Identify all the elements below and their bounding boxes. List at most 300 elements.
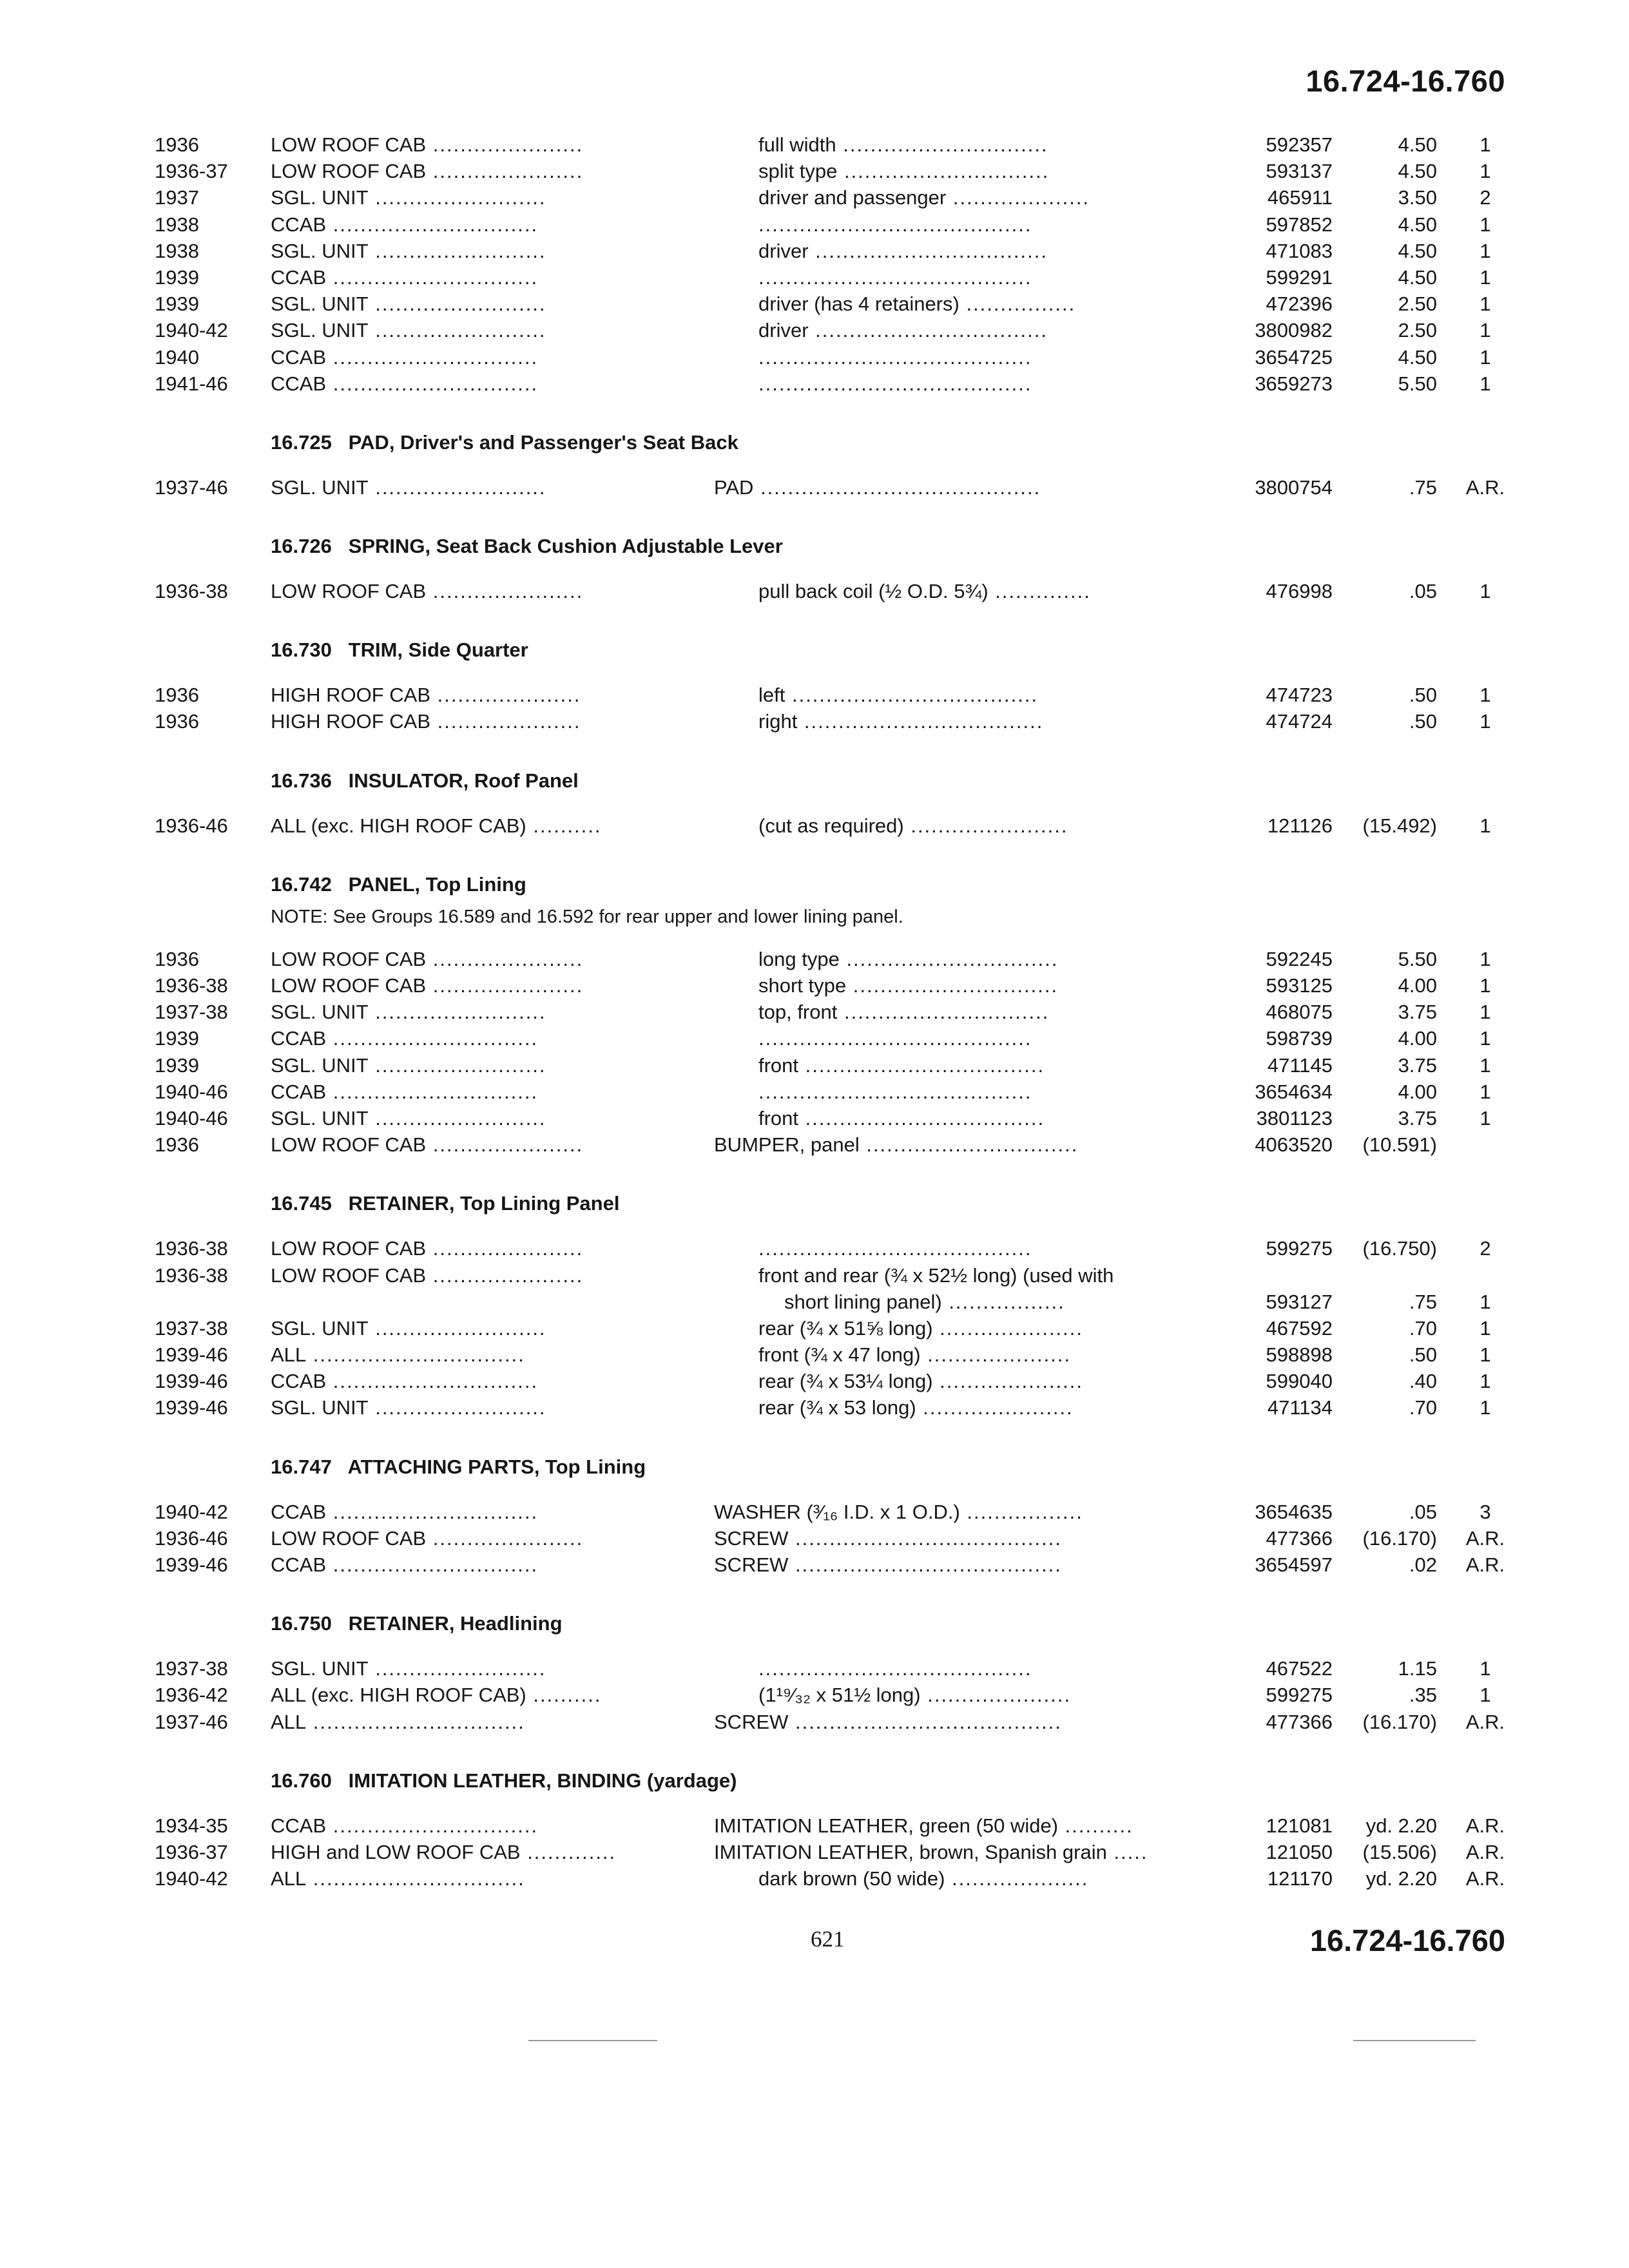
catalog-row — [155, 264, 1508, 291]
catalog-row — [155, 1025, 1508, 1052]
row-price: .05 — [1409, 580, 1437, 603]
row-year: 1937-46 — [155, 1710, 228, 1733]
row-model — [271, 812, 602, 839]
catalog-row — [155, 1262, 1508, 1289]
row-year: 1940-46 — [155, 1080, 228, 1103]
row-description — [758, 682, 1191, 708]
row-description — [758, 1682, 1191, 1708]
row-part-number: 592357 — [1266, 133, 1333, 156]
row-description — [758, 812, 1191, 839]
row-part-number: 467522 — [1266, 1657, 1333, 1680]
row-price: 4.50 — [1398, 265, 1437, 289]
leader-dots: ...................... — [426, 133, 584, 156]
catalog-row — [155, 1709, 1508, 1735]
leader-dots: ................................... — [798, 1053, 1045, 1077]
catalog-row — [155, 1525, 1508, 1552]
row-part-number: 3654725 — [1255, 345, 1333, 369]
section-spacer — [155, 604, 1508, 633]
row-description-text: SCREW — [714, 1710, 789, 1733]
section-spacer — [155, 1735, 1508, 1763]
row-price: .50 — [1409, 710, 1437, 733]
row-description — [714, 1525, 1191, 1552]
section-spacer — [155, 1158, 1508, 1186]
row-price: (15.506) — [1362, 1840, 1437, 1863]
section-heading-text — [271, 1763, 737, 1798]
row-part-number: 598739 — [1266, 1027, 1333, 1050]
row-quantity: A.R. — [1465, 1526, 1505, 1550]
row-description — [758, 1235, 1191, 1262]
row-price: 3.50 — [1398, 186, 1437, 209]
row-model-text: LOW ROOF CAB — [271, 160, 427, 183]
row-model — [271, 211, 583, 238]
row-model-text: LOW ROOF CAB — [271, 580, 427, 603]
row-year: 1936 — [155, 710, 199, 733]
row-price: 1.15 — [1398, 1657, 1437, 1680]
row-price: (16.170) — [1362, 1526, 1437, 1550]
section-spacer — [155, 798, 1508, 812]
row-description-text: rear (¾ x 51⅝ long) — [758, 1316, 933, 1340]
leader-dots: ......................... — [368, 293, 546, 316]
row-description — [758, 1865, 1191, 1892]
row-part-number: 477366 — [1266, 1710, 1333, 1733]
row-model-text: ALL — [271, 1867, 307, 1890]
leader-dots: ..................... — [430, 684, 581, 707]
leader-dots: .............................. — [326, 213, 539, 236]
row-model — [271, 1709, 583, 1735]
catalog-row — [155, 999, 1508, 1025]
row-year: 1940-42 — [155, 1500, 228, 1523]
row-year: 1939-46 — [155, 1553, 228, 1576]
section-title: TRIM, Side Quarter — [348, 639, 528, 662]
row-year: 1936-38 — [155, 1237, 228, 1260]
row-description-text: driver and passenger — [758, 186, 947, 209]
row-model — [271, 184, 583, 211]
section-note — [155, 902, 1508, 932]
row-model-text: CCAB — [271, 1370, 327, 1393]
row-description-text: driver (has 4 retainers) — [758, 293, 959, 316]
row-model-text: LOW ROOF CAB — [271, 1237, 427, 1260]
row-year: 1941-46 — [155, 372, 228, 395]
row-part-number: 598898 — [1266, 1343, 1333, 1367]
section-heading-text — [271, 1186, 619, 1221]
row-part-number: 474724 — [1266, 710, 1333, 733]
leader-dots: .............................. — [326, 1814, 539, 1837]
row-description — [714, 474, 1191, 501]
row-description — [758, 999, 1191, 1025]
section-spacer — [155, 1798, 1508, 1812]
row-part-number: 3801123 — [1256, 1106, 1333, 1129]
section-title: RETAINER, Headlining — [348, 1612, 563, 1635]
row-model — [271, 972, 583, 999]
row-quantity: 1 — [1480, 1657, 1491, 1680]
leader-dots: ............................... — [306, 1710, 525, 1733]
row-quantity: 1 — [1480, 293, 1491, 316]
row-model-text: HIGH and LOW ROOF CAB — [271, 1840, 521, 1863]
row-model-text: CCAB — [271, 1814, 327, 1837]
row-description-text: left — [758, 684, 786, 707]
catalog-row — [155, 370, 1508, 397]
row-description — [784, 1289, 1191, 1315]
row-description-text: IMITATION LEATHER, green (50 wide) — [714, 1814, 1059, 1837]
row-quantity: 1 — [1480, 1053, 1491, 1077]
row-year: 1937-38 — [155, 1001, 228, 1024]
row-price: .75 — [1409, 476, 1437, 499]
row-description — [758, 578, 1191, 604]
row-description-text: PAD — [714, 476, 754, 499]
catalog-row — [155, 344, 1508, 370]
leader-dots: ............................... — [839, 947, 1059, 970]
leader-dots: .............. — [988, 580, 1091, 603]
leader-dots: ........................................ — [758, 1657, 1032, 1680]
row-price: .50 — [1409, 1343, 1437, 1367]
leader-dots: .................................. — [808, 319, 1048, 342]
row-quantity: 2 — [1480, 186, 1491, 209]
row-description — [758, 291, 1191, 317]
row-part-number: 121050 — [1266, 1840, 1333, 1863]
row-part-number: 599040 — [1266, 1370, 1333, 1393]
row-model — [271, 708, 583, 735]
row-year: 1936 — [155, 133, 199, 156]
section-heading — [155, 633, 1508, 668]
row-part-number: 592245 — [1266, 947, 1333, 970]
row-part-number: 4063520 — [1255, 1133, 1333, 1157]
row-description — [758, 1079, 1191, 1105]
leader-dots: ........................................ — [758, 345, 1032, 369]
section-spacer — [155, 1421, 1508, 1450]
row-description-text: (cut as required) — [758, 814, 904, 837]
leader-dots: ......................................... — [753, 476, 1041, 499]
section-heading-text — [271, 764, 579, 798]
section-code: 16.725 — [271, 430, 332, 454]
row-description — [758, 1368, 1191, 1394]
leader-dots: ...................... — [426, 1237, 584, 1260]
catalog-row — [155, 1499, 1508, 1525]
row-part-number: 3800982 — [1255, 319, 1333, 342]
leader-dots: ................................... — [798, 1106, 1045, 1129]
row-part-number: 471145 — [1267, 1053, 1333, 1077]
row-quantity: 1 — [1480, 319, 1491, 342]
row-model — [271, 1499, 583, 1525]
row-year: 1938 — [155, 213, 199, 236]
leader-dots: .................... — [945, 1867, 1089, 1890]
catalog-row — [155, 238, 1508, 264]
row-part-number: 121170 — [1267, 1867, 1333, 1890]
leader-dots: .............................. — [837, 160, 1050, 183]
leader-dots: .......... — [526, 1684, 602, 1707]
row-price: (16.170) — [1362, 1710, 1437, 1733]
row-year: 1936-46 — [155, 1526, 228, 1550]
row-model — [271, 1025, 583, 1052]
row-part-number: 465911 — [1267, 186, 1333, 209]
section-heading-text — [271, 1450, 646, 1485]
section-spacer — [155, 1641, 1508, 1655]
row-description-text: rear (¾ x 53 long) — [758, 1396, 916, 1419]
row-price: (10.591) — [1362, 1133, 1437, 1157]
row-quantity: 1 — [1480, 345, 1491, 369]
catalog-row — [155, 972, 1508, 999]
leader-dots: ......................... — [368, 1001, 546, 1024]
row-year: 1939 — [155, 265, 199, 289]
row-price: .75 — [1409, 1290, 1437, 1313]
section-code: 16.742 — [271, 872, 332, 896]
leader-dots: .............................. — [326, 1553, 539, 1576]
section-spacer — [155, 460, 1508, 474]
leader-dots: ...................... — [426, 1526, 584, 1550]
row-description — [758, 158, 1191, 184]
row-part-number: 471083 — [1266, 239, 1333, 262]
leader-dots: ................ — [959, 293, 1076, 316]
section-spacer — [155, 1485, 1508, 1499]
row-model-text: SGL. UNIT — [271, 1657, 369, 1680]
row-model — [271, 1079, 583, 1105]
section-code: 16.750 — [271, 1612, 332, 1635]
section-heading — [155, 1606, 1508, 1641]
row-model-text: CCAB — [271, 1080, 327, 1103]
leader-dots: ........................................ — [758, 1080, 1032, 1103]
row-year: 1939 — [155, 293, 199, 316]
row-year: 1939-46 — [155, 1370, 228, 1393]
row-quantity: 1 — [1480, 710, 1491, 733]
catalog-row — [155, 578, 1508, 604]
row-part-number: 3654597 — [1255, 1553, 1333, 1576]
row-description-text: (1¹⁹⁄₃₂ x 51½ long) — [758, 1684, 921, 1707]
row-quantity: 1 — [1480, 265, 1491, 289]
row-price: 4.50 — [1398, 160, 1437, 183]
row-year: 1940-42 — [155, 1867, 228, 1890]
row-description-text: front (¾ x 47 long) — [758, 1343, 921, 1367]
section-code: 16.726 — [271, 535, 332, 558]
row-year: 1936-38 — [155, 580, 228, 603]
row-description-text: short lining panel) — [784, 1290, 942, 1313]
row-year: 1936-38 — [155, 1264, 228, 1287]
leader-dots: ....................................... — [788, 1526, 1062, 1550]
row-description — [758, 370, 1191, 397]
row-model-text: SGL. UNIT — [271, 319, 369, 342]
row-part-number: 3659273 — [1255, 372, 1333, 395]
leader-dots: ..................... — [932, 1316, 1084, 1340]
leader-dots: .............................. — [326, 1027, 539, 1050]
row-model-text: ALL (exc. HIGH ROOF CAB) — [271, 1684, 526, 1707]
row-part-number: 599291 — [1266, 265, 1333, 289]
row-price: 5.50 — [1398, 372, 1437, 395]
leader-dots: ..................... — [920, 1684, 1072, 1707]
row-model — [271, 1105, 583, 1131]
row-description-text: split type — [758, 160, 838, 183]
catalog-row — [155, 1812, 1508, 1839]
row-year: 1936-46 — [155, 814, 228, 837]
row-quantity: A.R. — [1465, 1867, 1505, 1890]
leader-dots: ..... — [1106, 1840, 1148, 1863]
catalog-row — [155, 682, 1508, 708]
section-heading-text — [271, 867, 526, 902]
row-year: 1937-46 — [155, 476, 228, 499]
catalog-row — [155, 1341, 1508, 1368]
leader-dots: ......................... — [368, 1316, 546, 1340]
row-model-text: SGL. UNIT — [271, 1316, 369, 1340]
row-quantity: A.R. — [1465, 1710, 1505, 1733]
row-part-number: 593125 — [1266, 974, 1333, 997]
row-price: (15.492) — [1362, 814, 1437, 837]
row-description — [714, 1552, 1191, 1578]
row-description — [758, 1105, 1191, 1131]
leader-dots: .............................. — [326, 1370, 539, 1393]
row-model — [271, 1262, 583, 1289]
section-code: 16.730 — [271, 639, 332, 662]
row-model-text: CCAB — [271, 265, 327, 289]
row-part-number: 467592 — [1266, 1316, 1333, 1340]
row-part-number: 477366 — [1266, 1526, 1333, 1550]
row-model — [271, 474, 583, 501]
row-quantity: 1 — [1480, 1027, 1491, 1050]
leader-dots: ...................... — [426, 160, 584, 183]
row-part-number: 474723 — [1266, 684, 1333, 707]
row-price: 5.50 — [1398, 947, 1437, 970]
row-quantity: 3 — [1480, 1500, 1491, 1523]
leader-dots: ...................... — [426, 974, 584, 997]
row-year: 1936-42 — [155, 1684, 228, 1707]
row-description-text: front — [758, 1106, 799, 1129]
scan-artifact-line — [528, 2040, 657, 2041]
row-price: .05 — [1409, 1500, 1437, 1523]
row-price: 4.50 — [1398, 345, 1437, 369]
row-part-number: 593137 — [1266, 160, 1333, 183]
page-header-code: 16.724-16.760 — [1306, 64, 1505, 98]
leader-dots: ......................... — [368, 476, 546, 499]
catalog-row — [155, 1655, 1508, 1682]
row-quantity: 1 — [1480, 684, 1491, 707]
row-year: 1936 — [155, 947, 199, 970]
row-model — [271, 264, 583, 291]
row-price: (16.750) — [1362, 1237, 1437, 1260]
row-part-number: 593127 — [1266, 1290, 1333, 1313]
row-description — [758, 1655, 1191, 1682]
row-description — [758, 1262, 1191, 1289]
row-description-text: driver — [758, 319, 809, 342]
leader-dots: ..................... — [932, 1370, 1084, 1393]
catalog-row — [155, 317, 1508, 343]
row-quantity: 1 — [1480, 1396, 1491, 1419]
row-year: 1938 — [155, 239, 199, 262]
section-title: RETAINER, Top Lining Panel — [348, 1192, 620, 1215]
row-model — [271, 317, 583, 343]
row-price: 4.50 — [1398, 239, 1437, 262]
row-part-number: 468075 — [1266, 1001, 1333, 1024]
leader-dots: .............................. — [326, 1500, 539, 1523]
row-quantity: A.R. — [1465, 1814, 1505, 1837]
row-model-text: LOW ROOF CAB — [271, 974, 427, 997]
row-description-text: driver — [758, 239, 809, 262]
section-heading-text — [271, 529, 783, 564]
section-spacer — [155, 564, 1508, 578]
row-description — [714, 1131, 1191, 1158]
catalog-row — [155, 1552, 1508, 1578]
section-title: SPRING, Seat Back Cushion Adjustable Lever — [348, 535, 783, 558]
row-description — [714, 1839, 1191, 1865]
leader-dots: ..................... — [430, 710, 581, 733]
leader-dots: ................. — [959, 1500, 1083, 1523]
leader-dots: ........................................ — [758, 372, 1032, 395]
catalog-row — [155, 1079, 1508, 1105]
row-price: 3.75 — [1398, 1053, 1437, 1077]
leader-dots: ............................... — [306, 1867, 525, 1890]
leader-dots: ...................... — [426, 1264, 584, 1287]
row-price: yd. 2.20 — [1365, 1814, 1437, 1837]
row-description — [758, 238, 1191, 264]
row-model — [271, 1525, 583, 1552]
row-description-text: full width — [758, 133, 836, 156]
row-year: 1940 — [155, 345, 199, 369]
section-heading — [155, 1450, 1508, 1485]
leader-dots: ...................... — [426, 580, 584, 603]
catalog-row — [155, 1839, 1508, 1865]
row-description — [758, 708, 1191, 735]
row-description — [758, 946, 1191, 972]
row-quantity: 1 — [1480, 160, 1491, 183]
row-quantity: 1 — [1480, 133, 1491, 156]
row-quantity: 1 — [1480, 1684, 1491, 1707]
row-model — [271, 946, 583, 972]
row-part-number: 121126 — [1267, 814, 1333, 837]
catalog-row — [155, 1131, 1508, 1158]
row-model-text: LOW ROOF CAB — [271, 1264, 427, 1287]
row-price: 3.75 — [1398, 1106, 1437, 1129]
section-title: PAD, Driver's and Passenger's Seat Back — [348, 430, 738, 454]
row-model — [271, 291, 583, 317]
row-model-text: HIGH ROOF CAB — [271, 684, 431, 707]
row-model — [271, 1052, 583, 1079]
leader-dots: ....................... — [903, 814, 1068, 837]
row-model — [271, 238, 583, 264]
catalog-row — [155, 211, 1508, 238]
row-model — [271, 370, 583, 397]
row-model-text: CCAB — [271, 372, 327, 395]
leader-dots: .......... — [1058, 1814, 1133, 1837]
leader-dots: ........................................ — [758, 213, 1032, 236]
row-year: 1936-37 — [155, 1840, 228, 1863]
catalog-row — [155, 1105, 1508, 1131]
row-quantity: 1 — [1480, 1290, 1491, 1313]
row-model — [271, 1839, 617, 1865]
leader-dots: ...................... — [426, 1133, 584, 1157]
row-model-text: SGL. UNIT — [271, 1396, 369, 1419]
row-model-text: ALL — [271, 1710, 307, 1733]
section-heading-text — [271, 425, 738, 460]
row-model — [271, 131, 583, 158]
row-year: 1939-46 — [155, 1396, 228, 1419]
leader-dots: ......................... — [368, 1106, 546, 1129]
section-heading — [155, 1763, 1508, 1798]
row-part-number: 471134 — [1267, 1396, 1333, 1419]
leader-dots: ......................... — [368, 1657, 546, 1680]
row-quantity: 1 — [1480, 1106, 1491, 1129]
catalog-row — [155, 946, 1508, 972]
row-description — [758, 131, 1191, 158]
row-model — [271, 344, 583, 370]
row-model-text: CCAB — [271, 345, 327, 369]
row-quantity: 2 — [1480, 1237, 1491, 1260]
row-part-number: 599275 — [1266, 1237, 1333, 1260]
leader-dots: .......... — [526, 814, 602, 837]
row-quantity: 1 — [1480, 239, 1491, 262]
leader-dots: ........................................ — [758, 1027, 1032, 1050]
row-year: 1939 — [155, 1027, 199, 1050]
row-part-number: 3800754 — [1255, 476, 1333, 499]
row-price: yd. 2.20 — [1365, 1867, 1437, 1890]
section-code: 16.745 — [271, 1192, 332, 1215]
row-part-number: 3654634 — [1255, 1080, 1333, 1103]
row-quantity: 1 — [1480, 1370, 1491, 1393]
leader-dots: ......................... — [368, 1396, 546, 1419]
